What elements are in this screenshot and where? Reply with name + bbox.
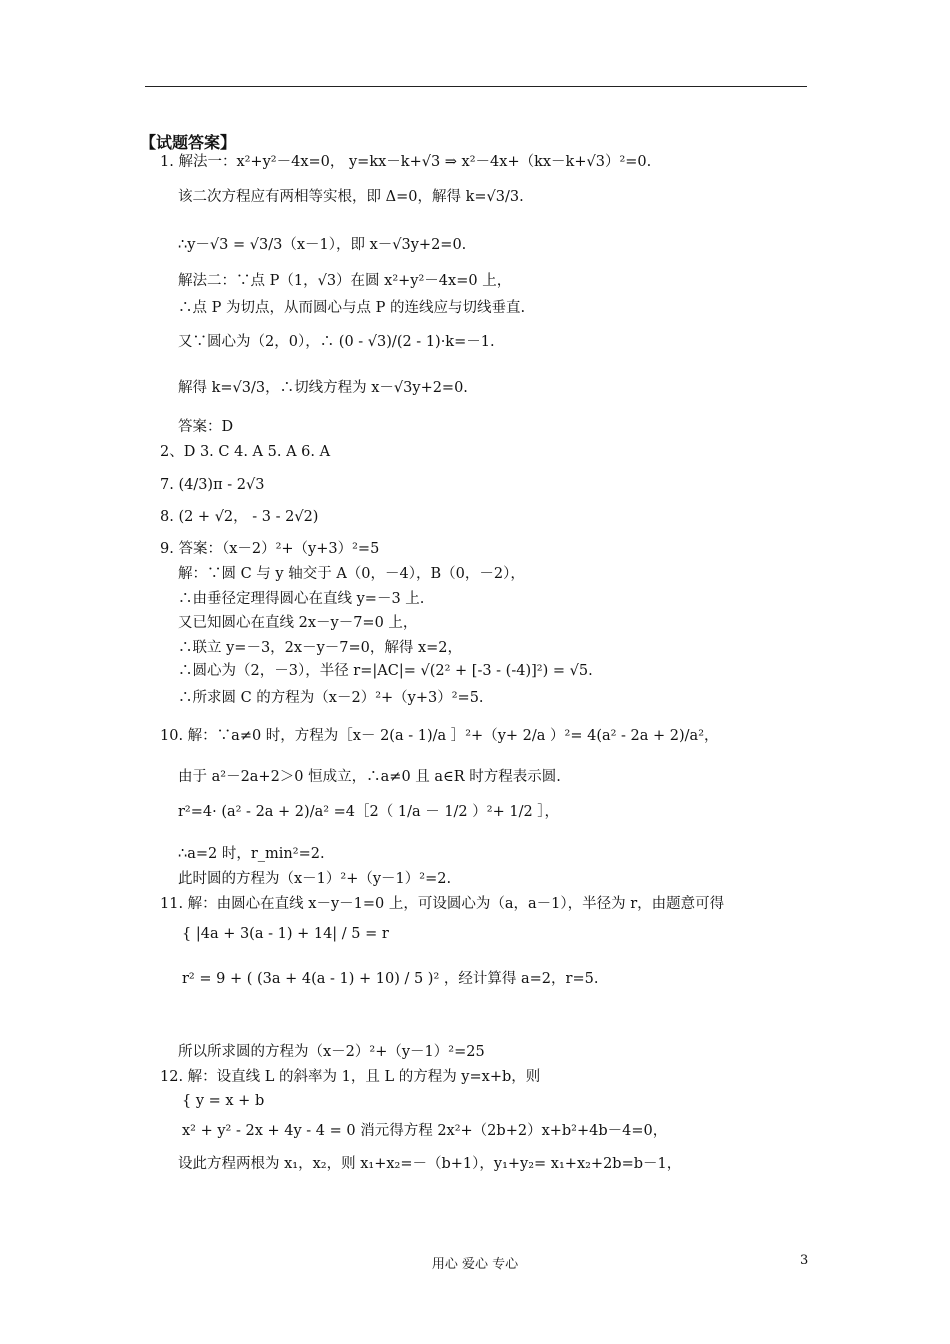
answer-line: ∴联立 y=－3，2x－y－7=0，解得 x=2， [178, 640, 463, 656]
answer-line: r²=4· (a² - 2a + 2)/a² =4［2（ 1/a － 1/2 ）²+ 1/2 ］， [178, 804, 560, 820]
answer-line: ∴a=2 时，r_min²=2. [178, 846, 325, 862]
answer-line: ∴由垂径定理得圆心在直线 y=－3 上. [178, 591, 425, 607]
answer-line: 所以所求圆的方程为（x－2）²+（y－1）²=25 [178, 1044, 485, 1060]
answer-line: 解得 k=√3/3，∴切线方程为 x－√3y+2=0. [178, 380, 468, 396]
answer-line: 解：∵圆 C 与 y 轴交于 A（0，－4），B（0，－2）， [178, 566, 525, 582]
answer-line: 2、D 3. C 4. A 5. A 6. A [160, 444, 331, 460]
page-number: 3 [800, 1253, 809, 1268]
answer-line: 12. 解：设直线 L 的斜率为 1，且 L 的方程为 y=x+b，则 [160, 1069, 541, 1085]
answer-line: r² = 9 + ( (3a + 4(a - 1) + 10) / 5 )² ，经计算得 a=2，r=5. [182, 971, 599, 987]
answer-line: 9. 答案：（x－2）²+（y+3）²=5 [160, 541, 380, 557]
answer-line: ∴y－√3 = √3/3（x－1），即 x－√3y+2=0. [178, 237, 467, 253]
answer-line: ∴点 P 为切点，从而圆心与点 P 的连线应与切线垂直. [178, 300, 526, 316]
header-rule [145, 86, 807, 87]
answer-line: 答案：D [178, 419, 234, 435]
answer-line: 又已知圆心在直线 2x－y－7=0 上， [178, 615, 418, 631]
answer-line: 解法二：∵点 P（1，√3）在圆 x²+y²－4x=0 上， [178, 273, 512, 289]
answer-line: ∴圆心为（2，－3），半径 r=|AC|= √(2² + [-3 - (-4)]²) = √5. [178, 663, 593, 679]
answer-line: 8. (2 + √2， - 3 - 2√2) [160, 509, 319, 525]
answer-line: 该二次方程应有两相等实根，即 Δ=0，解得 k=√3/3. [178, 189, 524, 205]
answer-line: 7. (4/3)π - 2√3 [160, 477, 265, 493]
answer-line: 设此方程两根为 x₁，x₂，则 x₁+x₂=－（b+1），y₁+y₂= x₁+x₂+2b=b－1， [178, 1156, 682, 1172]
answer-line: 此时圆的方程为（x－1）²+（y－1）²=2. [178, 871, 452, 887]
answer-line: { |4a + 3(a - 1) + 14| / 5 = r [182, 926, 389, 942]
footer-text: 用心 爱心 专心 [431, 1257, 519, 1272]
answer-line: { y = x + b [182, 1093, 265, 1109]
answer-line: 10. 解：∵a≠0 时，方程为［x－ 2(a - 1)/a ］²+（y+ 2/a ）²= 4(a² - 2a + 2)/a²， [160, 728, 719, 744]
section-title: 【试题答案】 [140, 133, 237, 152]
answer-line: 1. 解法一：x²+y²－4x=0， y=kx－k+√3 ⇒ x²－4x+（kx－k+√3）²=0. [160, 154, 652, 170]
answer-line: x² + y² - 2x + 4y - 4 = 0 消元得方程 2x²+（2b+2）x+b²+4b－4=0， [182, 1123, 668, 1139]
answer-line: ∴所求圆 C 的方程为（x－2）²+（y+3）²=5. [178, 690, 484, 706]
answer-line: 由于 a²－2a+2＞0 恒成立，∴a≠0 且 a∈R 时方程表示圆. [178, 769, 561, 785]
answer-line: 又∵圆心为（2，0），∴ (0 - √3)/(2 - 1)·k=－1. [178, 334, 495, 350]
answer-line: 11. 解：由圆心在直线 x－y－1=0 上，可设圆心为（a，a－1），半径为 r，由题意可得 [160, 896, 725, 912]
